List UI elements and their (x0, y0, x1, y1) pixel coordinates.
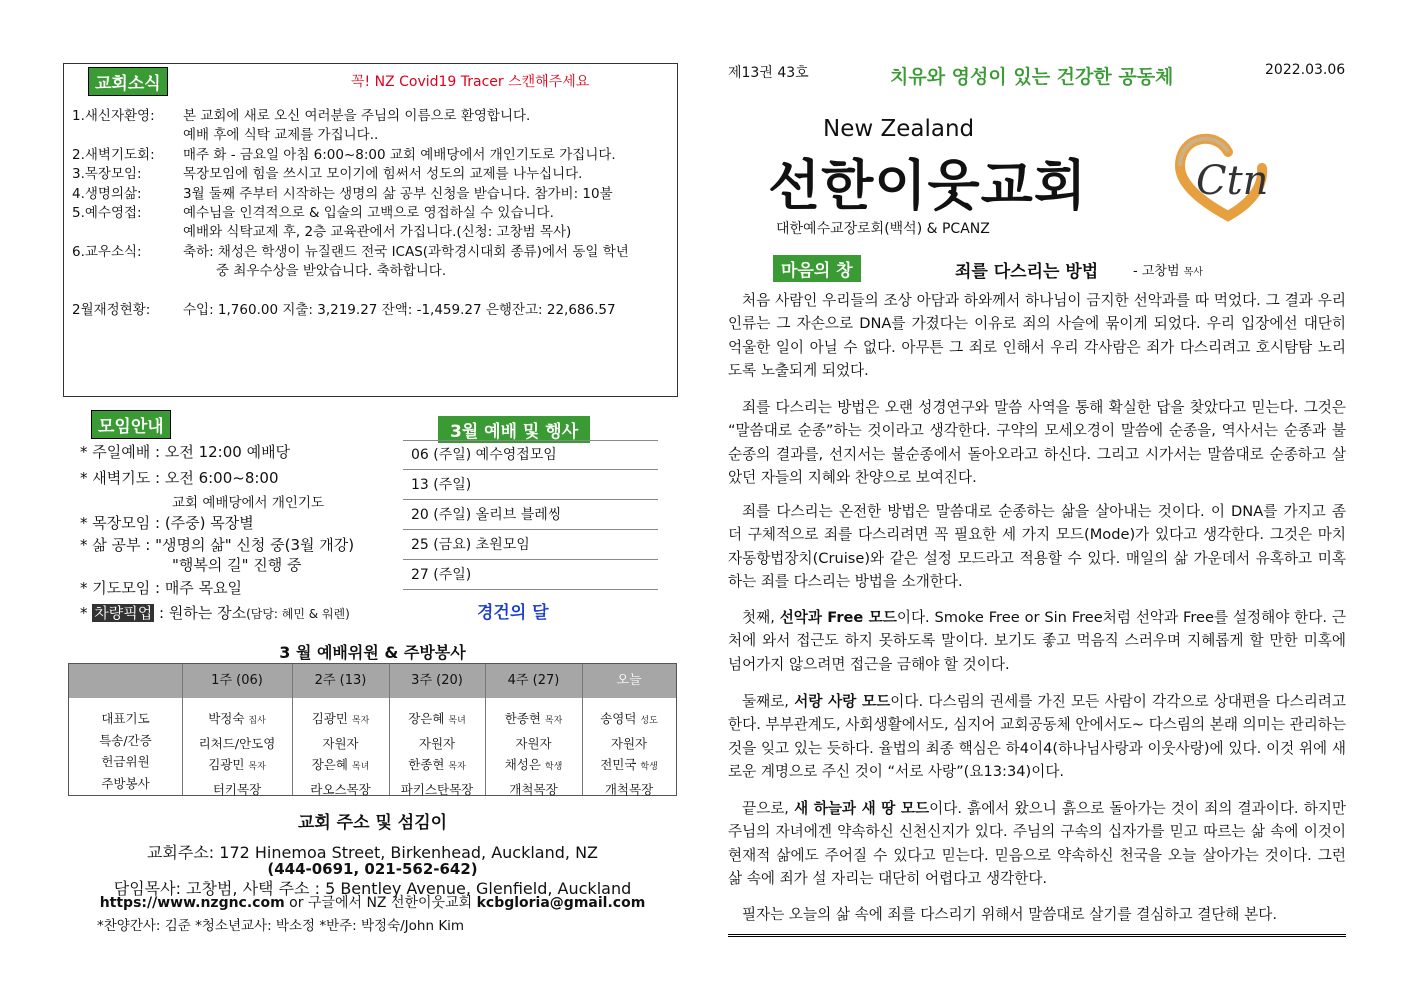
column-paragraph: 끝으로, 새 하늘과 새 땅 모드이다. 흙에서 왔으니 흙으로 돌아가는 것이 죄의 결과이다. 하지만 주님의 자녀에겐 약속하신 신천신지가 있다. 주님의 구속의 십자가를 믿고 따르는 삶 속에 이것이 현재적 삶에도 주어질 수 있다고 믿는다. 믿음으로 약속하신 천국을 오늘 살아가는 것이다. 그런 삶 속에 죄가 설 자리는 대단히 어렵다고 생각한다. (728, 800, 1346, 887)
column-paragraph: 죄를 다스리는 방법은 오랜 성경연구와 말씀 사역을 통해 확실한 답을 찾았다고 믿는다. 그것은 “말씀대로 순종”하는 것이라고 생각한다. 구약의 모세오경이 말씀에 순종을, 역사서는 순종과 불순종의 결과를, 선지서는 불순종에서 돌아오라고 하신다. 그리고 시가서는 말씀대로 순종하고 살았던 자들의 지혜와 찬양으로 보여진다. (728, 399, 1346, 486)
table-cell: 파키스탄목장 (400, 781, 474, 797)
phone-numbers: (444-0691, 021-562-642) (267, 860, 478, 878)
svg-text:Ctn: Ctn (1196, 158, 1269, 204)
bullet: * (80, 469, 88, 487)
news-item-text: 본 교회에 새로 오신 여러분을 주님의 이름으로 환영합니다. (183, 108, 531, 124)
table-cell: 김광민 목자 (311, 711, 370, 726)
news-item-text: 축하: 채성은 학생이 뉴질랜드 전국 ICAS(과학경시대회 종류)에서 동일 학년 (183, 244, 629, 260)
events-title: 3월 예배 및 행사 (438, 416, 590, 443)
finance-summary (72, 301, 616, 320)
table-cell: 장은혜 목녀 (311, 757, 370, 772)
header-cell: 2주 (13) (314, 673, 367, 688)
news-item-text: 목장모임에 힘을 쓰시고 모이기에 힘써서 성도의 교제를 나누십니다. (183, 166, 583, 182)
header-cell: 오늘 (616, 673, 642, 688)
column-paragraph: 처음 사람인 우리들의 조상 아담과 하와께서 하나님이 금지한 선악과를 따 먹었다. 그 결과 우리 인류는 그 자손으로 DNA를 가졌다는 이유로 죄의 사슬에 묶이게 되었다. 우리 입장에선 대단히 억울한 일이 아닐 수 없다. 아무튼 그 죄로 인해서 우리 각사람은 죄가 다스리려고 호시탐탐 노리도록 노출되게 되었다. (728, 292, 1346, 379)
table-cell: 자원자 (515, 735, 552, 751)
church-name: 선한이웃교회 (768, 154, 1087, 217)
news-item-continuation: 예배 후에 식탁 교제를 가집니다.. (183, 127, 379, 143)
event-row: 06 (주일) 예수영접모임 (403, 440, 658, 470)
denomination: 대한예수교장로회(백석) & PCANZ (776, 221, 990, 237)
author-title: 목사 (1183, 267, 1203, 278)
news-item (72, 185, 613, 204)
news-item-label: 1.새신자환영: (72, 108, 155, 124)
volume-number: 제13권 43호 (728, 65, 809, 81)
car-pickup-label: 차량픽업 (94, 604, 153, 622)
pastor-address: 담임목사: 고창범, 사택 주소 : 5 Bentley Avenue, Glenfield, Auckland (113, 879, 632, 898)
column-paragraph: 필자는 오늘의 삶 속에 죄를 다스리기 위해서 말씀대로 살기를 결심하고 결단해 본다. (742, 906, 1277, 923)
car-pickup-text: : 원하는 장소 (154, 604, 247, 622)
covid-notice: 꼭! NZ Covid19 Tracer 스캔해주세요 (351, 74, 590, 90)
meeting-row (80, 467, 279, 488)
event-row: 27 (주일) (403, 560, 658, 590)
column-tag: 마음의 창 (773, 255, 861, 282)
church-news-box (63, 63, 678, 397)
news-item-text: 예수님을 인격적으로 & 입술의 고백으로 영접하실 수 있습니다. (183, 205, 554, 221)
role-cell: 대표기도 (101, 711, 150, 726)
author-name: - 고창범 (1133, 264, 1184, 279)
finance-text: 수입: 1,760.00 지출: 3,219.27 잔액: -1,459.27 은행잔고: 22,686.57 (183, 302, 616, 318)
today-column (582, 708, 676, 800)
table-cell: 전민국 학생 (600, 757, 658, 772)
church-news-tag: 교회소식 (88, 67, 168, 96)
web-contact-text: or 구글에서 NZ 선한이웃교회 (284, 895, 477, 911)
bullet: * (80, 514, 88, 532)
news-item-label: 6.교우소식: (72, 244, 142, 260)
column-author (1133, 260, 1203, 279)
bottom-rule (728, 934, 1346, 937)
heart-logo-icon (1166, 122, 1274, 230)
column-paragraph: 둘째로, 서랑 사랑 모드이다. 다스림의 권세를 가진 모든 사람이 각각으로 상대편을 다스리려고 한다. 부부관계도, 사회생활에서도, 심지어 교회공동체 안에서도~ 다스림의 본래 의미는 관리하는 것을 잊고 있는 듯하다. 율법의 최종 핵심은 하4이4(하나님사랑과 이웃사랑)에 있다. 이것 위에 새로운 계명으로 주신 것이 “서로 사랑”(요13:34)이다. (728, 693, 1346, 780)
church-logo (1166, 122, 1274, 230)
bullet: * (80, 579, 88, 597)
table-cell: 자원자 (418, 735, 456, 751)
finance-label: 2월재정현황: (72, 302, 151, 318)
news-item-continuation: 중 최우수상을 받았습니다. 축하합니다. (216, 263, 447, 279)
role-cell: 헌금위원 (101, 754, 150, 769)
table-cell: 터키목장 (212, 781, 262, 797)
news-item (72, 107, 530, 126)
table-cell: 채성은 학생 (504, 757, 563, 772)
week-column (292, 708, 389, 800)
website-link[interactable]: https://www.nzgnc.com (99, 895, 285, 911)
bulletin-date: 2022.03.06 (1265, 62, 1346, 78)
news-item-label: 3.목장모임: (72, 166, 142, 182)
country-label: New Zealand (823, 116, 975, 142)
web-contact (68, 892, 677, 912)
meeting-sub: 교회 예배당에서 개인기도 (172, 495, 325, 511)
news-item-label: 4.생명의삶: (72, 186, 142, 202)
role-cell: 주방봉사 (101, 775, 150, 791)
news-item-text: 3월 둘째 주부터 시작하는 생명의 삶 공부 신청을 받습니다. 참가비: 10불 (183, 186, 613, 202)
header-cell: 4주 (27) (507, 673, 560, 688)
news-item (72, 165, 582, 184)
table-cell: 송영덕 성도 (600, 711, 658, 726)
news-item-continuation: 예배와 식탁교제 후, 2층 교육관에서 가집니다.(신청: 고창범 목사) (183, 224, 572, 240)
header-cell: 3주 (20) (411, 673, 463, 688)
meeting-text: 새벽기도 : 오전 6:00~8:00 (92, 469, 279, 487)
slogan: 치유와 영성이 있는 건강한 공동체 (890, 66, 1174, 88)
news-item (72, 204, 554, 223)
meeting-row: * 차량픽업 : 원하는 장소(담당: 혜민 & 워렌) (80, 604, 350, 622)
header-cell: 1주 (06) (211, 673, 263, 688)
car-pickup-note: (담당: 혜민 & 워렌) (246, 607, 350, 621)
meetings-tag: 모임안내 (91, 410, 171, 439)
table-cell: 한종현 목자 (504, 711, 563, 726)
church-address: 교회주소: 172 Hinemoa Street, Birkenhead, Auckland, NZ (146, 843, 599, 862)
roles-column (69, 708, 182, 794)
news-item-text: 매주 화 - 금요일 아침 6:00~8:00 교회 예배당에서 개인기도로 가집니다. (183, 147, 616, 163)
meeting-text: 삶 공부 : "생명의 삶" 신청 중(3월 개강) (92, 536, 355, 554)
week-column (182, 708, 292, 800)
meeting-row (80, 577, 242, 598)
week-column (389, 708, 485, 800)
news-item-label: 2.새벽기도회: (72, 147, 155, 163)
table-cell: 리처드/안도영 (198, 735, 276, 751)
month-theme: 경건의 달 (477, 603, 549, 623)
service-title: 3 월 예배위원 & 주방봉사 (279, 643, 466, 662)
service-table (68, 663, 677, 796)
meeting-row (80, 441, 290, 462)
address-title: 교회 주소 및 섬김이 (297, 813, 448, 833)
table-cell: 개척목장 (604, 781, 654, 797)
week-column (485, 708, 582, 800)
event-row: 20 (주일) 올리브 블레씽 (403, 500, 658, 530)
news-item (72, 146, 616, 165)
column-title: 죄를 다스리는 방법 (955, 262, 1099, 282)
email-link[interactable]: kcbgloria@gmail.com (476, 895, 646, 911)
meeting-text: 주일예배 : 오전 12:00 예배당 (92, 443, 291, 461)
column-paragraph: 죄를 다스리는 온전한 방법은 말씀대로 순종하는 삶을 살아내는 것이다. 이 DNA를 가지고 좀 더 구체적으로 죄를 다스리려면 꼭 필요한 세 가지 모드(Mode)가 있다고 생각한다. 그것은 마치 자동항법장치(Cruise)와 같은 설정 모드라고 적용할 수 있다. 매일의 삶 가운데서 유혹하고 미혹하는 죄를 다스리는 방법을 소개한다. (728, 503, 1346, 590)
table-cell: 자원자 (610, 735, 648, 751)
table-cell: 자원자 (322, 735, 359, 751)
meeting-text: 기도모임 : 매주 목요일 (92, 579, 243, 597)
staff-list: *찬양간사: 김준 *청소년교사: 박소정 *반주: 박정숙/John Kim (97, 918, 465, 934)
table-cell: 김광민 목자 (208, 757, 266, 772)
table-cell: 박정숙 집사 (208, 711, 266, 726)
meeting-row (80, 534, 354, 555)
meeting-sub: "행복의 길" 진행 중 (172, 556, 302, 574)
meeting-row (80, 512, 254, 533)
header-cell (69, 664, 182, 698)
meeting-text: 목장모임 : (주중) 목장별 (92, 514, 254, 532)
event-row: 13 (주일) (403, 470, 658, 500)
bullet: * (80, 536, 88, 554)
bullet: * (80, 443, 88, 461)
event-row: 25 (금요) 초원모임 (403, 530, 658, 560)
column-paragraph: 첫째, 선악과 Free 모드이다. Smoke Free or Sin Free처럼 선악과 Free를 설정해야 한다. 근처에 와서 접근도 하지 못하도록 말이다. 보기도 좋고 먹음직 스러우며 지혜롭게 할 만한 미혹에 넘어가지 않으려면 접근을 금해야 할 것이다. (728, 609, 1346, 673)
table-cell: 장은혜 목녀 (408, 711, 466, 726)
table-cell: 한종현 목자 (408, 757, 466, 772)
role-cell: 특송/간증 (99, 732, 152, 748)
news-item (72, 243, 629, 262)
table-cell: 라오스목장 (310, 781, 371, 797)
news-item-label: 5.예수영접: (72, 205, 142, 221)
table-cell: 개척목장 (509, 781, 558, 797)
